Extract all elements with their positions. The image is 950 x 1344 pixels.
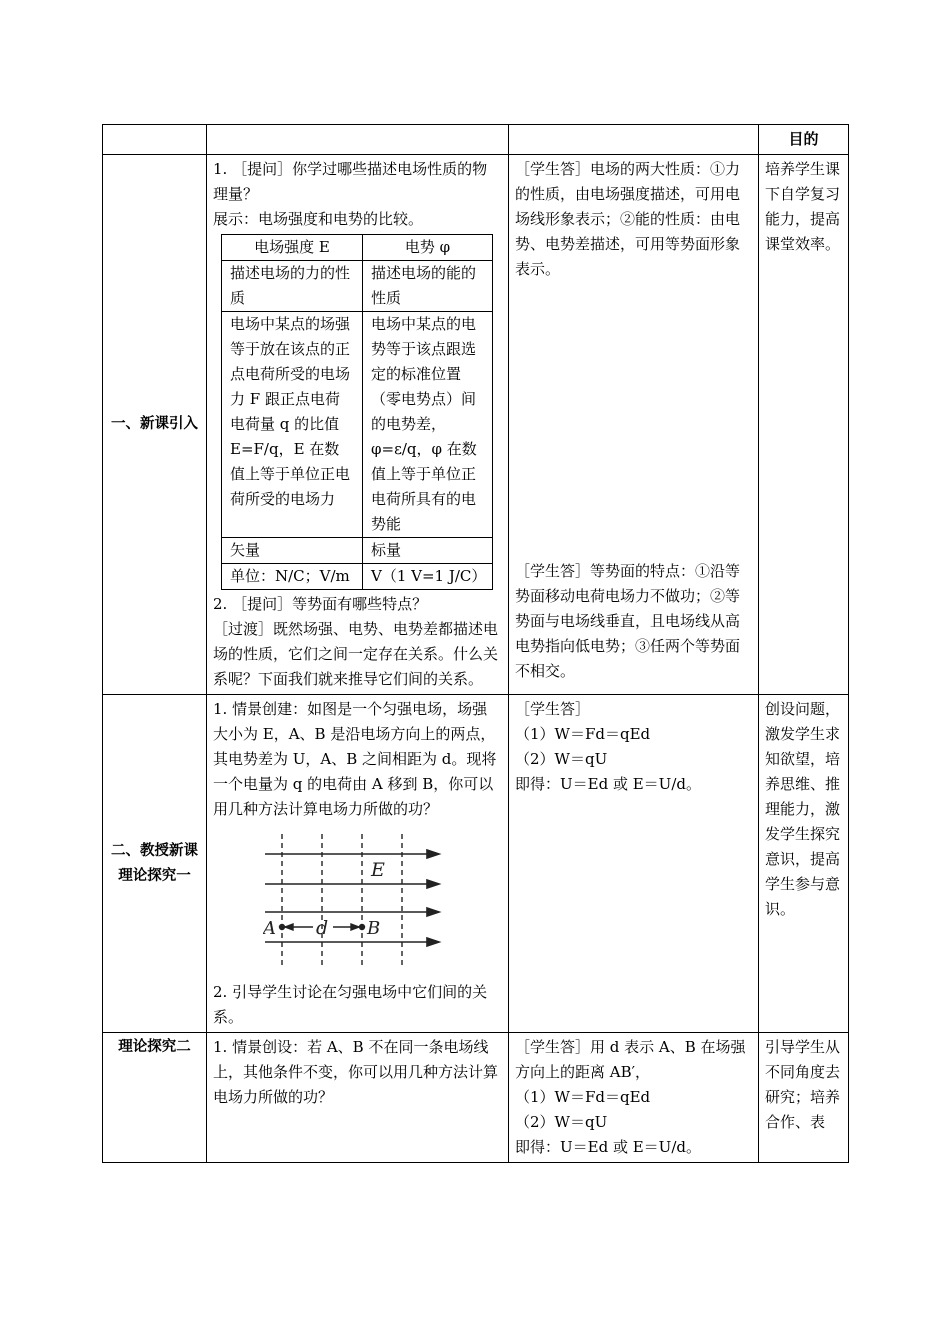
section3-purpose-cell: [759, 1033, 849, 1163]
section1-label-text: 一、新课引入: [111, 416, 198, 432]
comparison-header-e: 电场强度 E: [222, 235, 363, 261]
section2-student-cell: [509, 695, 759, 1033]
arrowhead: [351, 924, 359, 930]
section2-answer-l2: （2）W＝qU: [515, 750, 608, 768]
section3-student-cell: [509, 1033, 759, 1163]
header-cell-student: [509, 125, 759, 155]
section2-teacher-cell: [207, 695, 509, 1033]
arrowhead: [427, 880, 439, 888]
comparison-cell: V（1 V=1 J/C）: [363, 564, 493, 590]
section1-purpose-cell: [759, 155, 849, 695]
comparison-row: [222, 564, 493, 590]
purpose-header-label: 目的: [788, 130, 819, 148]
section3-scene: 1. 情景创设：若 A、B 不在同一条电场线上，其他条件不变，你可以用几种方法计算电场力所做的功？: [213, 1038, 499, 1106]
section1-question2: 2. ［提问］等势面有哪些特点？: [213, 595, 428, 613]
section2-row: [103, 695, 849, 1033]
section1-student-cell: [509, 155, 759, 695]
comparison-cell: 矢量: [222, 538, 363, 564]
field-lines: [265, 850, 439, 946]
comparison-header-row: [222, 235, 493, 261]
label-b: B: [367, 918, 381, 939]
section1-answer1: ［学生答］电场的两大性质：①力的性质，由电场强度描述，可用电场线形象表示；②能的性质：由电势、电势差描述，可用等势面形象表示。: [515, 160, 741, 278]
section2-purpose: 创设问题，激发学生求知欲望，培养思维、推理能力，激发学生探究意识，提高学生参与意识。: [765, 700, 841, 918]
header-cell-teacher: [207, 125, 509, 155]
comparison-cell: 电场中某点的场强等于放在该点的正点电荷所受的电场力 F 跟正点电荷电荷量 q 的比值 E=F/q，E 在数值上等于单位正电荷所受的电场力: [222, 312, 363, 538]
section1-row: [103, 155, 849, 695]
arrowhead: [285, 924, 293, 930]
lesson-plan-table: [102, 124, 849, 1163]
section2-answer-l1: （1）W＝Fd＝qEd: [515, 725, 651, 743]
header-cell-purpose: [759, 125, 849, 155]
section3-answer-head: ［学生答］用 d 表示 A、B 在场强方向上的距离 AB′，: [515, 1038, 746, 1081]
spacer: [515, 282, 752, 559]
section3-row: [103, 1033, 849, 1163]
arrowhead: [427, 850, 439, 858]
comparison-cell: 描述电场的能的性质: [363, 261, 493, 312]
section1-purpose: 培养学生课下自学复习能力，提高课堂效率。: [765, 160, 841, 253]
section3-answer-l3: 即得：U＝Ed 或 E＝U/d。: [515, 1138, 701, 1156]
section2-answer-head: ［学生答］: [515, 700, 591, 718]
section1-question1: 1. ［提问］你学过哪些描述电场性质的物理量？: [213, 160, 488, 203]
section1-show-text: 展示：电场强度和电势的比较。: [213, 210, 424, 228]
comparison-cell: 单位：N/C；V/m: [222, 564, 363, 590]
arrowhead: [427, 938, 439, 946]
section2-answer-l3: 即得：U＝Ed 或 E＝U/d。: [515, 775, 701, 793]
section3-label-text: 理论探究二: [118, 1039, 191, 1055]
section2-label-line1: 二、教授新课: [111, 842, 198, 859]
section2-label-line2: 理论探究一: [118, 867, 191, 884]
section2-purpose-cell: [759, 695, 849, 1033]
comparison-cell: 电场中某点的电势等于该点跟选定的标准位置（零电势点）间的电势差，φ=ε/q，φ 在数值上等于单位正电荷所具有的电势能: [363, 312, 493, 538]
table-header-row: [103, 125, 849, 155]
section1-teacher-cell: [207, 155, 509, 695]
section3-answer-l1: （1）W＝Fd＝qEd: [515, 1088, 651, 1106]
arrowhead: [427, 908, 439, 916]
section3-label: [103, 1033, 207, 1163]
section2-label: [103, 695, 207, 1033]
label-d: d: [316, 917, 329, 939]
header-cell-section: [103, 125, 207, 155]
section2-guide: 2. 引导学生讨论在匀强电场中它们间的关系。: [213, 983, 488, 1026]
comparison-row: [222, 312, 493, 538]
section1-transition: ［过渡］既然场强、电势、电势差都描述电场的性质，它们之间一定存在关系。什么关系呢？下面我们就来推导它们间的关系。: [213, 620, 499, 688]
comparison-header-phi: 电势 φ: [363, 235, 493, 261]
section2-scene: 1. 情景创建：如图是一个匀强电场，场强大小为 E，A、B 是沿电场方向上的两点，其电势差为 U，A、B 之间相距为 d。现将一个电量为 q 的电荷由 A 移到 B，你可以用几种方法计算电场力所做的功？: [213, 700, 497, 818]
comparison-cell: 标量: [363, 538, 493, 564]
section1-label: [103, 155, 207, 695]
comparison-row: [222, 261, 493, 312]
uniform-field-figure: [263, 830, 453, 970]
section3-teacher-cell: [207, 1033, 509, 1163]
comparison-table: [221, 234, 493, 590]
section3-purpose: 引导学生从不同角度去研究；培养合作、表: [765, 1038, 841, 1131]
label-e: E: [371, 859, 385, 881]
comparison-cell: 描述电场的力的性质: [222, 261, 363, 312]
comparison-row: [222, 538, 493, 564]
section1-answer2: ［学生答］等势面的特点：①沿等势面移动电荷电场力不做功；②等势面与电场线垂直，且电场线从高电势指向低电势；③任两个等势面不相交。: [515, 562, 741, 680]
label-a: A: [263, 918, 276, 939]
section3-answer-l2: （2）W＝qU: [515, 1113, 608, 1131]
